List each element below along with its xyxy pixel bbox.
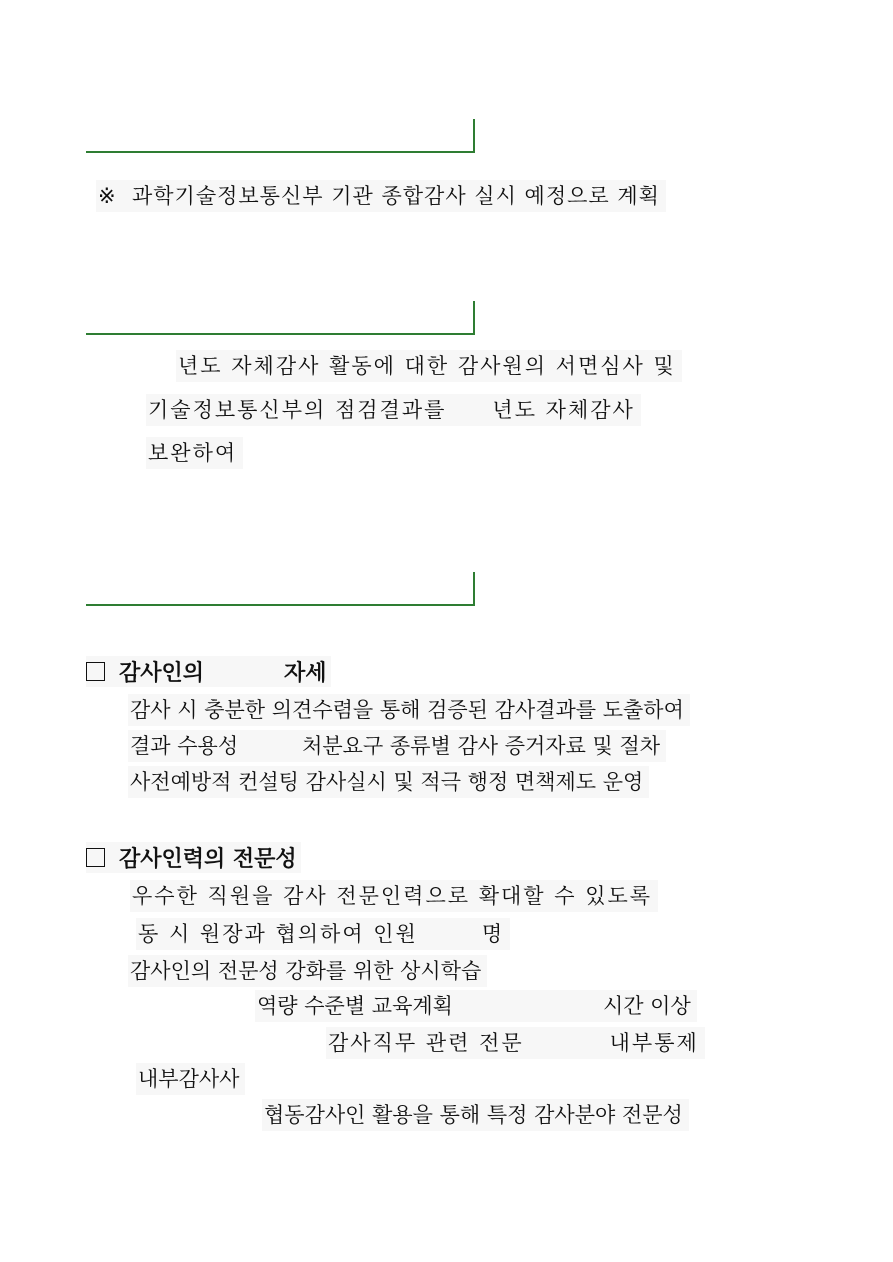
note-text: 과학기술정보통신부 기관 종합감사 실시 예정으로 계획 xyxy=(131,184,660,208)
expertise-line-1-text: 우수한 직원을 감사 전문인력으로 확대할 수 있도록 xyxy=(132,884,653,908)
expertise-line-1 xyxy=(130,880,658,912)
expertise-line-2-text-b: 명 xyxy=(481,922,505,946)
posture-title-b: 자세 xyxy=(284,661,327,686)
section2-line-1-text: 년도 자체감사 활동에 대한 감사원의 서면심사 및 xyxy=(178,354,676,378)
posture-line-2-text-a: 결과 수용성 xyxy=(130,734,239,758)
expertise-line-3 xyxy=(128,955,487,987)
expertise-line-5-text-a: 감사직무 관련 전문 xyxy=(328,1031,524,1055)
expertise-line-2-text-a: 동 시 원장과 협의하여 인원 xyxy=(138,922,418,946)
posture-line-3 xyxy=(128,766,649,798)
note-line xyxy=(96,180,666,212)
expertise-line-5 xyxy=(326,1027,705,1059)
section2-line-3-text: 보완하여 xyxy=(148,441,238,465)
expertise-line-6-text: 내부감사사 xyxy=(138,1067,240,1091)
checkbox-icon xyxy=(86,662,105,681)
note-symbol: ※ xyxy=(98,184,117,208)
expertise-line-7 xyxy=(262,1099,689,1131)
section2-line-3 xyxy=(146,437,243,469)
section2-line-2-text-b: 년도 자체감사 xyxy=(492,398,635,422)
section-heading-rule-1 xyxy=(86,119,475,153)
posture-line-1-text: 감사 시 충분한 의견수렴을 통해 검증된 감사결과를 도출하여 xyxy=(130,698,684,722)
checkbox-icon xyxy=(86,848,105,867)
section-heading-rule-3 xyxy=(86,572,475,606)
expertise-heading xyxy=(86,842,301,873)
posture-line-1 xyxy=(128,694,690,726)
section2-line-1 xyxy=(176,350,682,382)
expertise-line-3-text: 감사인의 전문성 강화를 위한 상시학습 xyxy=(130,959,482,983)
section2-line-2 xyxy=(146,394,641,426)
expertise-line-5-text-b: 내부통제 xyxy=(609,1031,699,1055)
section2-line-2-text-a: 기술정보통신부의 점검결과를 xyxy=(148,398,447,422)
expertise-line-4-text-a: 역량 수준별 교육계획 xyxy=(257,994,453,1018)
section-heading-rule-2 xyxy=(86,301,475,335)
posture-line-2 xyxy=(128,730,666,762)
posture-title-a: 감사인의 xyxy=(119,661,205,686)
expertise-line-7-text: 협동감사인 활용을 통해 특정 감사분야 전문성 xyxy=(264,1103,683,1127)
posture-heading xyxy=(86,656,331,687)
expertise-title: 감사인력의 전문성 xyxy=(119,847,297,872)
posture-line-3-text: 사전예방적 컨설팅 감사실시 및 적극 행정 면책제도 운영 xyxy=(130,770,644,794)
expertise-line-4-text-b: 시간 이상 xyxy=(602,994,691,1018)
posture-line-2-text-b: 처분요구 종류별 감사 증거자료 및 절차 xyxy=(302,734,661,758)
expertise-line-4 xyxy=(255,990,697,1022)
expertise-line-6 xyxy=(136,1063,245,1095)
expertise-line-2 xyxy=(136,918,510,950)
